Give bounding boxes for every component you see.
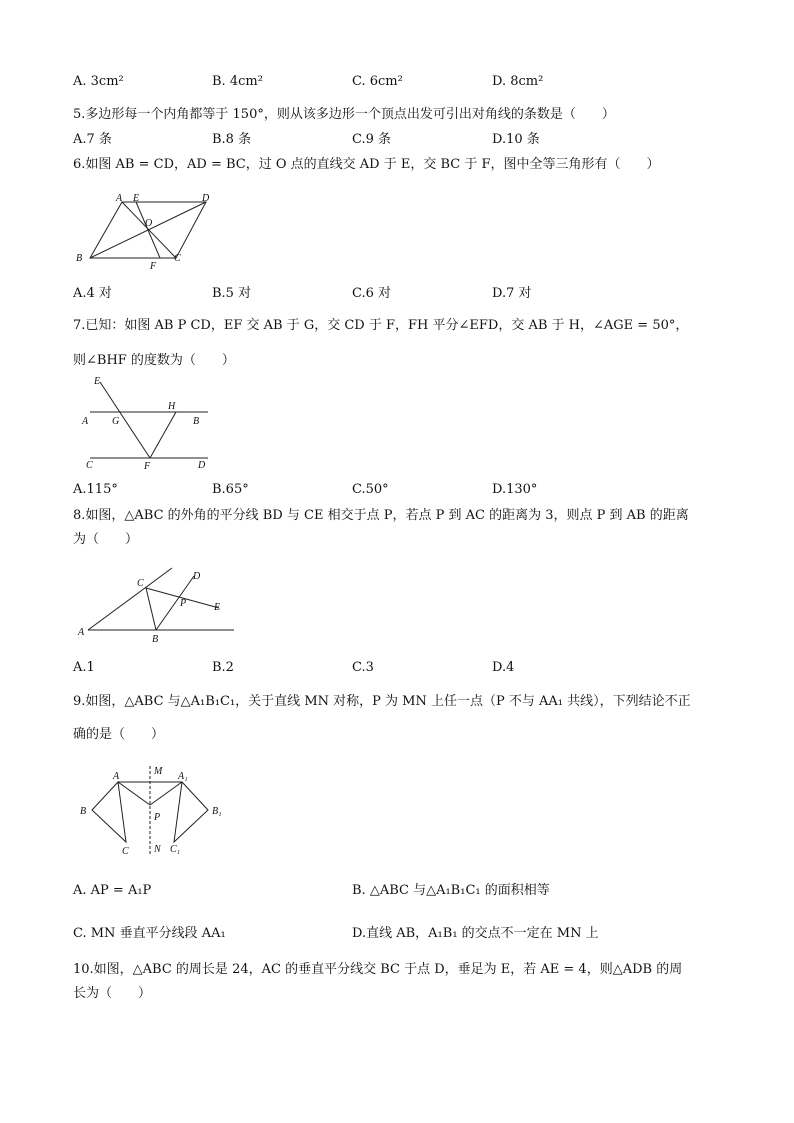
- q5-option-b: B.8 条: [212, 132, 252, 147]
- q6-option-a: A.4 对: [73, 286, 112, 301]
- q8-label-p: P: [180, 598, 187, 609]
- q9-option-b: B. △ABC 与△A₁B₁C₁ 的面积相等: [352, 883, 550, 898]
- q6-stem: 6.如图 AB = CD，AD = BC，过 O 点的直线交 AD 于 E，交 BC 于 F，图中全等三角形有（ ）: [73, 157, 660, 172]
- q7-label-e: E: [94, 376, 101, 387]
- q8-figure-triangle-bisectors: [74, 560, 240, 646]
- q6-option-c: C.6 对: [352, 286, 392, 301]
- q7-label-d: D: [198, 460, 206, 471]
- q9-option-c: C. MN 垂直平分线段 AA₁: [73, 926, 226, 941]
- q8-option-b: B.2: [212, 660, 234, 675]
- q7-stem-line1: 7.已知：如图 AB P CD，EF 交 AB 于 G，交 CD 于 F，FH 平分∠EFD，交 AB 于 H，∠AGE = 50°，: [73, 318, 689, 333]
- q5-stem: 5.多边形每一个内角都等于 150°，则从该多边形一个顶点出发可引出对角线的条数是（ ）: [73, 107, 615, 122]
- q9-stem-line1: 9.如图，△ABC 与△A₁B₁C₁，关于直线 MN 对称，P 为 MN 上任一点（P 不与 AA₁ 共线），下列结论不正: [73, 694, 691, 709]
- q5-option-d: D.10 条: [492, 132, 540, 147]
- q4-option-c: C. 6cm²: [352, 74, 403, 89]
- q7-label-c: C: [86, 460, 93, 471]
- q8-option-d: D.4: [492, 660, 515, 675]
- q9-label-a1: A₁: [178, 771, 188, 782]
- q8-label-b: B: [152, 634, 159, 645]
- q6-label-b: B: [76, 253, 83, 264]
- q9-option-d: D.直线 AB，A₁B₁ 的交点不一定在 MN 上: [352, 926, 599, 941]
- q6-label-a: A: [116, 193, 123, 204]
- q7-label-a: A: [82, 416, 89, 427]
- q10-stem-line2: 长为（ ）: [73, 986, 152, 1001]
- q9-label-c1: C₁: [170, 844, 181, 855]
- q9-option-a: A. AP = A₁P: [73, 883, 152, 898]
- q7-label-f: F: [144, 461, 151, 472]
- q8-stem-line2: 为（ ）: [73, 532, 139, 547]
- q7-label-g: G: [112, 416, 120, 427]
- q7-option-c: C.50°: [352, 482, 389, 497]
- q6-option-b: B.5 对: [212, 286, 252, 301]
- q7-label-h: H: [168, 401, 176, 412]
- q9-figure-symmetric-triangles: [74, 760, 244, 860]
- q10-stem-line1: 10.如图，△ABC 的周长是 24，AC 的垂直平分线交 BC 于点 D，垂足为 E，若 AE = 4，则△ADB 的周: [73, 962, 683, 977]
- q6-label-e: E: [133, 193, 140, 204]
- q8-label-e: E: [214, 602, 221, 613]
- q6-label-o: O: [145, 218, 153, 229]
- q8-label-c: C: [137, 578, 144, 589]
- q9-stem-line2: 确的是（ ）: [73, 727, 165, 742]
- q8-option-c: C.3: [352, 660, 374, 675]
- q9-label-c: C: [122, 846, 129, 857]
- q8-option-a: A.1: [73, 660, 95, 675]
- q4-option-a: A. 3cm²: [73, 74, 124, 89]
- q7-option-d: D.130°: [492, 482, 538, 497]
- q9-label-b1: B₁: [212, 806, 222, 817]
- q6-label-d: D: [202, 193, 210, 204]
- q7-stem-line2: 则∠BHF 的度数为（ ）: [73, 353, 235, 368]
- q9-label-a: A: [113, 771, 120, 782]
- q7-option-a: A.115°: [73, 482, 118, 497]
- q9-label-n: N: [154, 844, 161, 855]
- q6-figure-parallelogram: [70, 190, 230, 270]
- q8-label-a: A: [78, 627, 85, 638]
- q6-option-d: D.7 对: [492, 286, 532, 301]
- q6-label-f: F: [150, 261, 157, 270]
- q5-option-c: C.9 条: [352, 132, 392, 147]
- q7-figure-parallel-lines: [78, 372, 228, 474]
- q7-label-b: B: [193, 416, 200, 427]
- q6-label-c: C: [174, 253, 181, 264]
- q4-option-d: D. 8cm²: [492, 74, 544, 89]
- q4-option-b: B. 4cm²: [212, 74, 263, 89]
- q8-label-d: D: [193, 571, 201, 582]
- q9-label-p: P: [154, 812, 161, 823]
- q5-option-a: A.7 条: [73, 132, 112, 147]
- q9-label-m: M: [154, 766, 163, 777]
- q8-stem-line1: 8.如图，△ABC 的外角的平分线 BD 与 CE 相交于点 P，若点 P 到 AC 的距离为 3，则点 P 到 AB 的距离: [73, 508, 689, 523]
- q7-option-b: B.65°: [212, 482, 249, 497]
- q9-label-b: B: [80, 806, 87, 817]
